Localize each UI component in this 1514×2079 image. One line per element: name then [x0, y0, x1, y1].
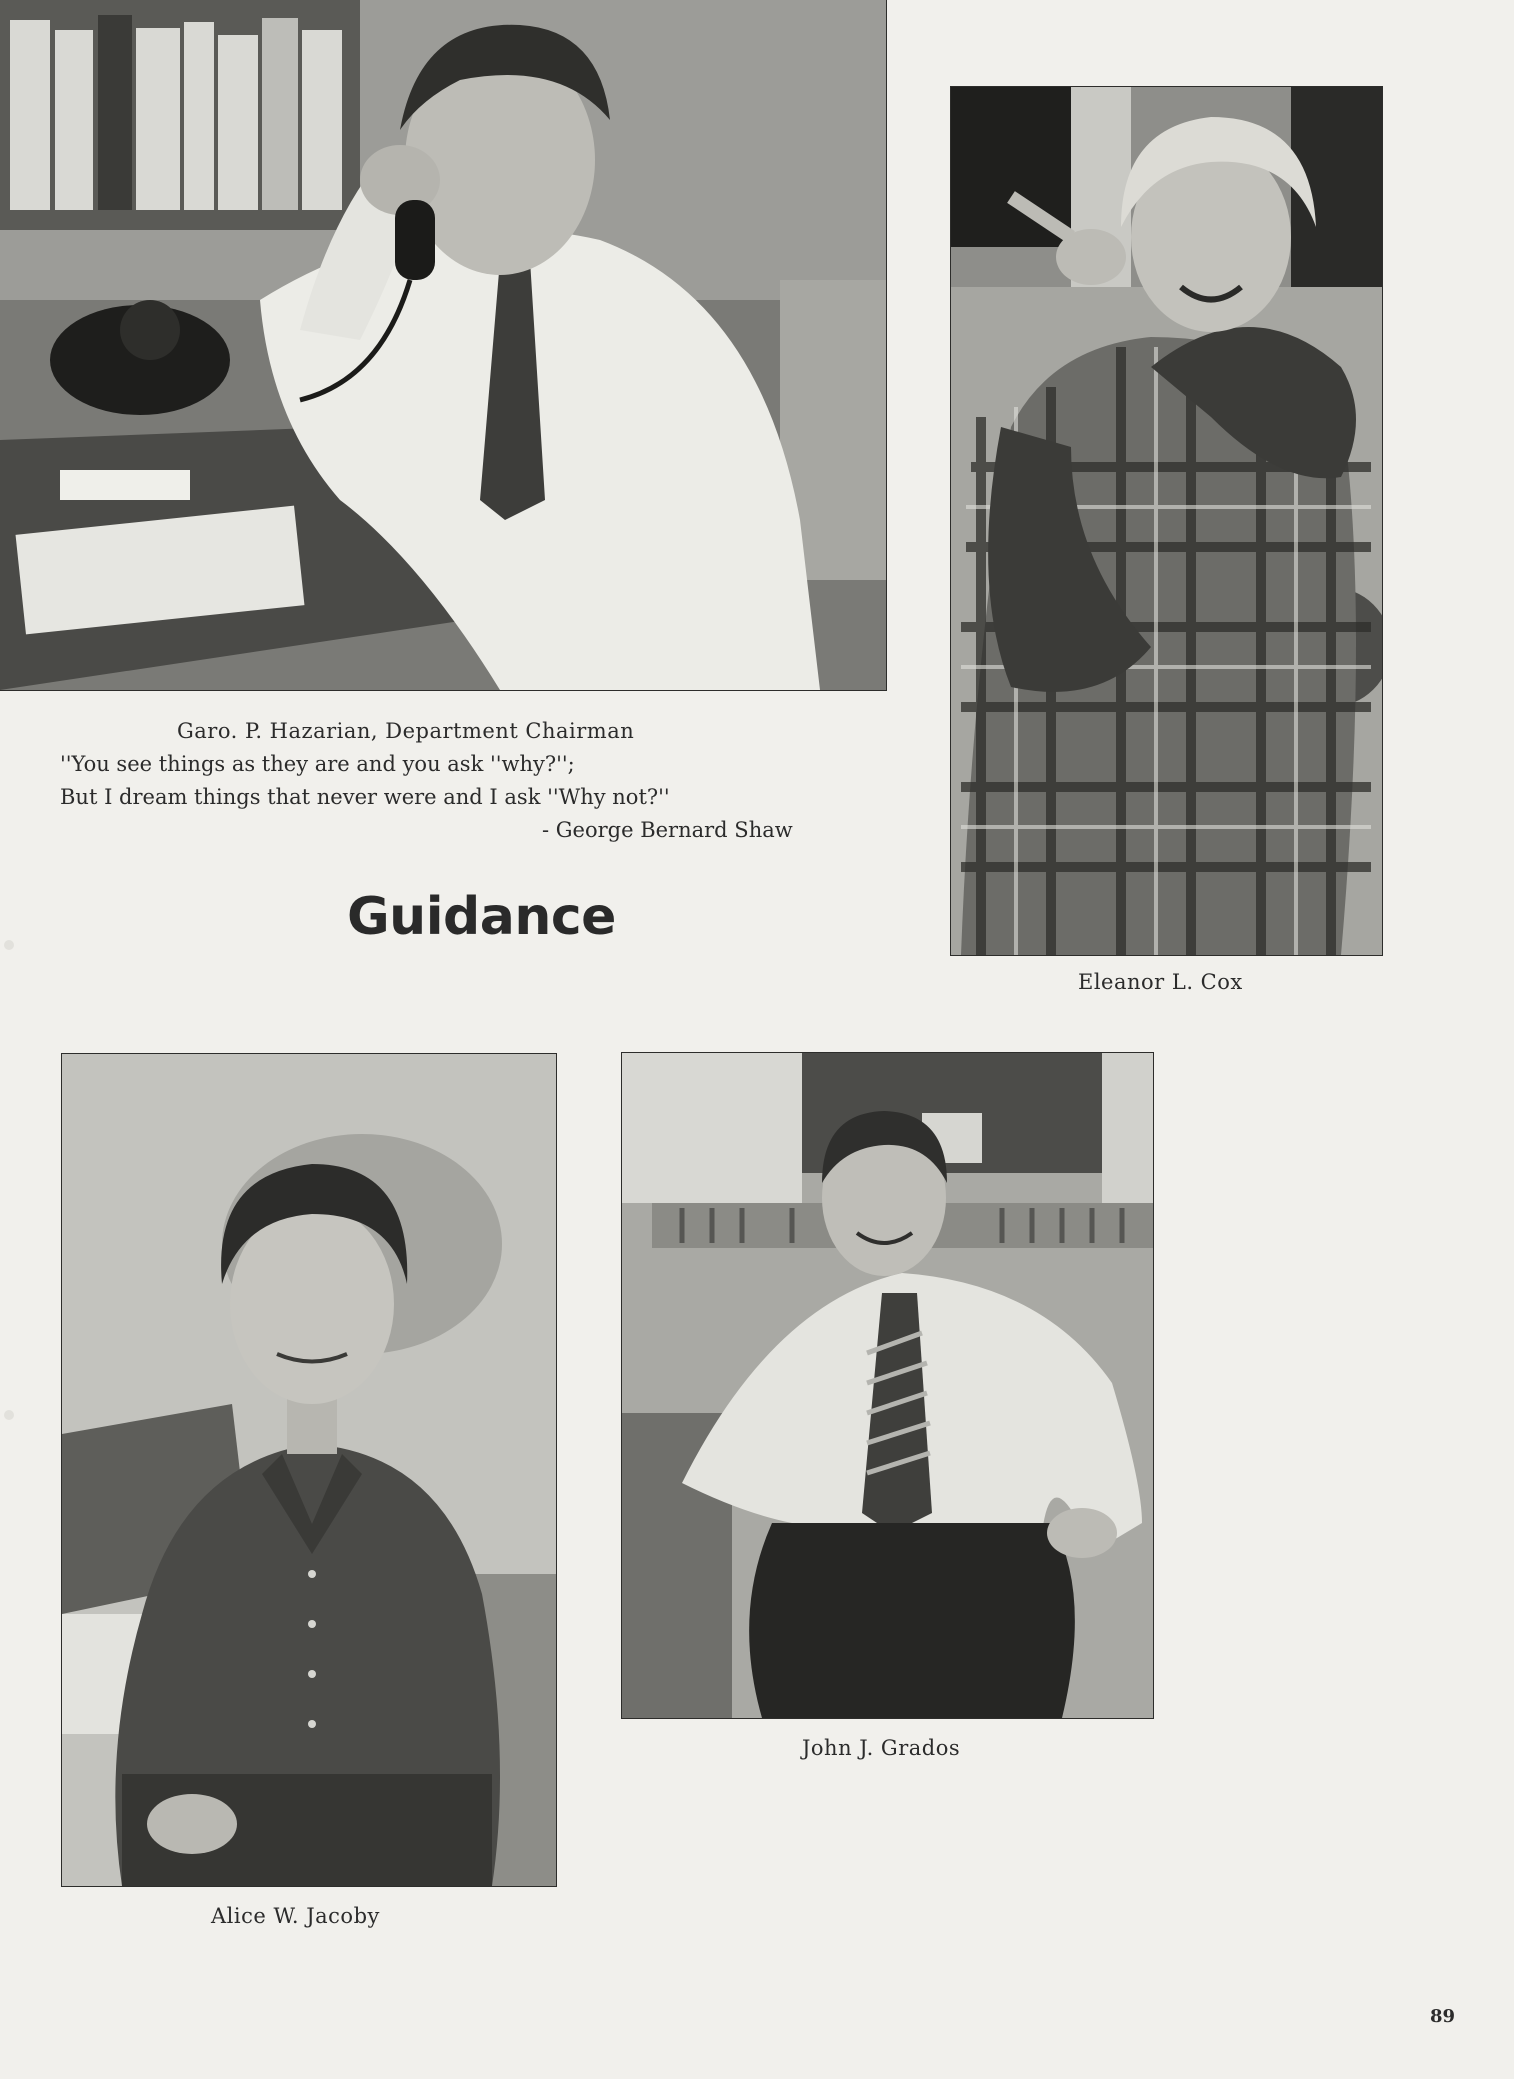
chairman-caption: Garo. P. Hazarian, Department Chairman [177, 719, 635, 743]
binder-hole [4, 1410, 14, 1420]
page-number: 89 [1430, 2006, 1456, 2027]
quote-line-1: ''You see things as they are and you ask ''why?''; [60, 752, 575, 776]
quote-attribution: - George Bernard Shaw [542, 818, 793, 842]
binder-hole [4, 940, 14, 950]
caption-john-grados: John J. Grados [802, 1736, 961, 1760]
photo-john-grados [622, 1053, 1153, 1718]
photo-eleanor-cox [951, 87, 1382, 955]
section-title: Guidance [347, 887, 616, 947]
photo-alice-jacoby [62, 1054, 556, 1886]
caption-alice-jacoby: Alice W. Jacoby [211, 1904, 380, 1928]
quote-line-2: But I dream things that never were and I ask ''Why not?'' [60, 785, 670, 809]
caption-eleanor-cox: Eleanor L. Cox [1078, 970, 1243, 994]
photo-chairman [0, 0, 886, 690]
